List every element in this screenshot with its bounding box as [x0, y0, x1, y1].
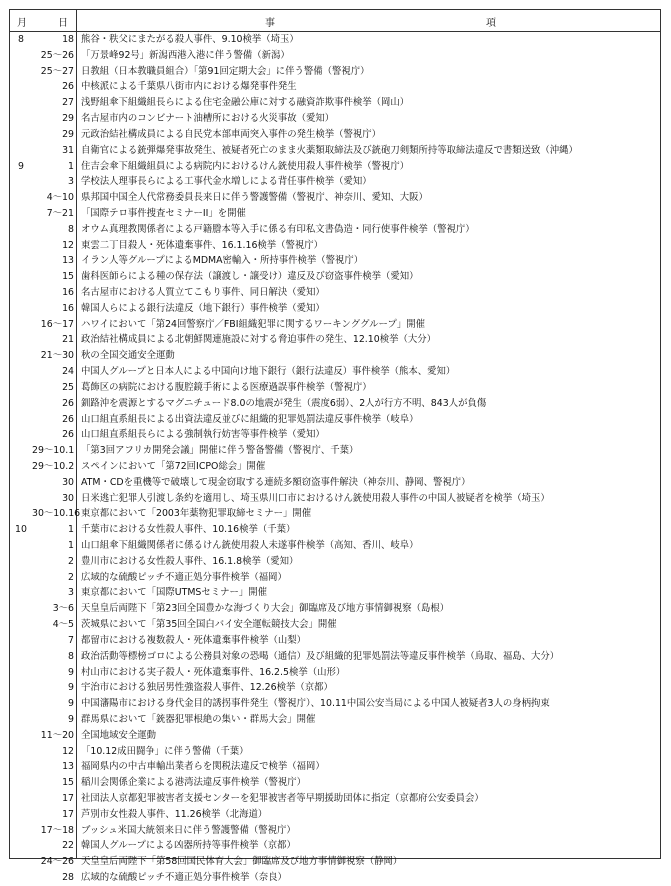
day-cell: 26: [62, 413, 74, 425]
table-row: [10, 206, 660, 222]
day-cell: 21～30: [40, 350, 74, 362]
event-cell: 天皇皇后両陛下「第58回国民体育大会」御臨席及び地方事情御視察（静岡）: [81, 856, 403, 868]
event-cell: 広域的な硫酸ピッチ不適正処分事件検挙（奈良）: [81, 872, 287, 884]
day-cell: 29: [62, 113, 74, 125]
day-cell: 11～20: [40, 729, 74, 741]
table-row: [10, 570, 660, 586]
table-row: [10, 538, 660, 554]
table-row: [10, 649, 660, 665]
day-cell: 17: [62, 793, 74, 804]
event-cell: 住吉会傘下組織組員による病院内におけるけん銃使用殺人事件検挙（警視庁）: [81, 160, 410, 172]
event-cell: ハワイにおいて「第24回警察庁／FBI組織犯罪に関するワーキンググループ」開催: [81, 318, 425, 330]
event-cell: イラン人等グループによるMDMA密輸入・所持事件検挙（警視庁）: [81, 255, 364, 267]
table-row: [10, 348, 660, 364]
header-event-b: 項: [486, 18, 496, 29]
table-row: [10, 791, 660, 807]
table-row: [10, 807, 660, 823]
day-cell: 29～10.2: [32, 460, 75, 472]
header-day: 日: [58, 18, 68, 29]
day-cell: 1: [68, 540, 74, 551]
event-cell: 稲川会関係企業による港湾法違反事件検挙（警視庁）: [81, 777, 307, 789]
table-row: [10, 380, 660, 396]
table-row: [10, 617, 660, 633]
event-cell: 日教組（日本教職員組合）「第91回定期大会」に伴う警備（警視庁）: [81, 65, 370, 77]
day-cell: 31: [62, 144, 74, 156]
day-cell: 7～21: [46, 207, 74, 219]
table-row: [10, 744, 660, 760]
day-cell: 30～10.16: [32, 508, 81, 520]
table-row: [10, 506, 660, 522]
month-cell: 9: [18, 160, 24, 172]
table-row: [10, 159, 660, 175]
header-month: 月: [17, 18, 27, 29]
event-cell: 宇治市における独居男性強盗殺人事件、12.26検挙（京都）: [81, 682, 333, 694]
table-row: [10, 475, 660, 491]
day-cell: 4～10: [46, 192, 74, 204]
event-cell: 葛飾区の病院における腹腔鏡手術による医療過誤事件検挙（警視庁）: [81, 381, 372, 393]
day-cell: 25: [62, 381, 74, 393]
table-row: [10, 823, 660, 839]
table-row: [10, 427, 660, 443]
event-cell: 「国際テロ事件捜査セミナーII」を開催: [81, 207, 246, 219]
event-cell: 浅野組傘下組織組長らによる住宅金融公庫に対する融資詐欺事件検挙（岡山）: [81, 97, 410, 109]
table-row: [10, 870, 660, 886]
day-cell: 18: [62, 34, 74, 45]
table-row: [10, 301, 660, 317]
event-cell: 中国瀋陽市における身代金目的誘拐事件発生（警視庁）、10.11中国公安当局による中国人被疑者3人の身柄拘束: [81, 698, 550, 710]
event-cell: 自衛官による銃弾爆発事故発生、被疑者死亡のまま火薬類取締法及び銃砲刀剣類所持等取締法違反で書類送致（沖縄）: [81, 144, 578, 156]
table-row: [10, 317, 660, 333]
day-cell: 25～26: [40, 49, 74, 61]
day-cell: 24～26: [40, 856, 74, 868]
day-cell: 26: [62, 397, 74, 409]
event-cell: 天皇皇后両陛下「第23回全国豊かな海づくり大会」御臨席及び地方事情御視察（島根）: [81, 603, 450, 615]
event-cell: 千葉市における女性殺人事件、10.16検挙（千葉）: [81, 524, 296, 536]
day-cell: 17: [62, 808, 74, 820]
event-cell: 村山市における実子殺人・死体遺棄事件、16.2.5検挙（山形）: [81, 666, 346, 678]
event-cell: 山口組直系組長らによる強制執行妨害等事件検挙（愛知）: [81, 429, 325, 441]
day-cell: 13: [62, 761, 74, 773]
event-cell: 全国地域安全運動: [81, 729, 157, 741]
event-cell: 「万景峰92号」新潟西港入港に伴う警備（新潟）: [81, 49, 290, 61]
table-row: [10, 79, 660, 95]
day-cell: 9: [68, 682, 74, 694]
event-cell: 豊川市における女性殺人事件、16.1.8検挙（愛知）: [81, 555, 299, 567]
event-cell: ATM・CDを重機等で破壊して現金窃取する連続多額窃盗事件解決（神奈川、静岡、警視庁）: [81, 476, 471, 488]
table-row: [10, 459, 660, 475]
table-row: [10, 601, 660, 617]
table-row: [10, 364, 660, 380]
day-cell: 9: [68, 713, 74, 725]
table-row: [10, 95, 660, 111]
table-row: [10, 32, 660, 48]
day-cell: 27: [62, 97, 74, 109]
event-cell: 熊谷・秩父にまたがる殺人事件、9.10検挙（埼玉）: [81, 34, 299, 45]
day-cell: 30: [62, 492, 74, 504]
day-cell: 28: [62, 872, 74, 884]
table-row: [10, 491, 660, 507]
table-row: [10, 728, 660, 744]
event-cell: 韓国人グループによる凶器所持等事件検挙（京都）: [81, 840, 296, 852]
event-cell: 東雲二丁目殺人・死体遺棄事件、16.1.16検挙（警視庁）: [81, 239, 324, 251]
event-cell: ブッシュ米国大統領来日に伴う警護警備（警視庁）: [81, 824, 296, 836]
month-cell: 8: [18, 34, 24, 45]
event-cell: 中核派による千葉県八街市内における爆発事件発生: [81, 81, 297, 93]
table-row: [10, 854, 660, 870]
table-row: [10, 665, 660, 681]
table-row: [10, 712, 660, 728]
event-cell: 日米逃亡犯罪人引渡し条約を適用し、埼玉県川口市におけるけん銃使用殺人事件の中国人被疑者を検挙（埼玉）: [81, 492, 550, 504]
day-cell: 9: [68, 698, 74, 710]
event-cell: 「10.12成田闘争」に伴う警備（千葉）: [81, 745, 249, 757]
day-cell: 8: [68, 650, 74, 662]
table-row: [10, 585, 660, 601]
table-row: [10, 190, 660, 206]
table-row: [10, 775, 660, 791]
day-cell: 22: [62, 840, 74, 852]
event-cell: 東京都において「国際UTMSセミナー」開催: [81, 587, 268, 599]
day-cell: 26: [62, 81, 74, 93]
table-row: [10, 838, 660, 854]
event-cell: 県邦国中国全人代常務委員長来日に伴う警護警備（警視庁、神奈川、愛知、大阪）: [81, 192, 428, 204]
event-cell: 元政治結社構成員による自民党本部車両突入事件の発生検挙（警視庁）: [81, 128, 382, 140]
day-cell: 12: [62, 745, 74, 757]
day-cell: 15: [62, 271, 74, 283]
day-cell: 25～27: [40, 65, 74, 77]
event-cell: 広域的な硫酸ピッチ不適正処分事件検挙（福岡）: [81, 571, 287, 583]
day-cell: 1: [68, 160, 74, 172]
table-row: [10, 680, 660, 696]
event-cell: 社団法人京都犯罪被害者支援センターを犯罪被害者等早期援助団体に指定（京都府公安委員会）: [81, 793, 484, 804]
day-cell: 29～10.1: [32, 445, 75, 457]
event-cell: 福岡県内の中古車輸出業者らを関税法違反で検挙（福岡）: [81, 761, 325, 773]
table-row: [10, 48, 660, 64]
table-row: [10, 332, 660, 348]
table-row: [10, 64, 660, 80]
day-cell: 2: [68, 571, 74, 583]
chronology-table: [9, 9, 661, 884]
table-header: [10, 10, 660, 32]
day-cell: 13: [62, 255, 74, 267]
day-cell: 2: [68, 555, 74, 567]
day-cell: 26: [62, 429, 74, 441]
day-cell: 3: [68, 587, 74, 599]
table-row: [10, 633, 660, 649]
table-row: [10, 143, 660, 159]
table-row: [10, 285, 660, 301]
event-cell: 名古屋市における人質立てこもり事件、同日解決（愛知）: [81, 287, 325, 298]
table-row: [10, 253, 660, 269]
day-cell: 9: [68, 666, 74, 678]
event-cell: 韓国人らによる銀行法違反（地下銀行）事件検挙（愛知）: [81, 302, 325, 314]
month-cell: 10: [15, 524, 27, 536]
event-cell: 歯科医師らによる種の保存法（譲渡し・譲受け）違反及び窃盗事件検挙（愛知）: [81, 271, 419, 283]
event-cell: 中国人グループと日本人による中国向け地下銀行（銀行法違反）事件検挙（熊本、愛知）: [81, 366, 456, 378]
event-cell: 秋の全国交通安全運動: [81, 350, 175, 362]
day-cell: 17～18: [40, 824, 74, 836]
event-cell: 釧路沖を震源とするマグニチュード8.0の地震が発生（震度6弱）、2人が行方不明、843人が負傷: [81, 397, 487, 409]
table-row: [10, 222, 660, 238]
table-row: [10, 127, 660, 143]
table-row: [10, 396, 660, 412]
event-cell: 「第3回アフリカ開発会議」開催に伴う警备警備（警視庁、千葉）: [81, 445, 359, 457]
event-cell: 芦別市女性殺人事件、11.26検挙（北海道）: [81, 808, 268, 820]
table-row: [10, 412, 660, 428]
day-cell: 29: [62, 128, 74, 140]
event-cell: 群馬県において「銃器犯罪根絶の集い・群馬大会」開催: [81, 713, 316, 725]
day-cell: 8: [68, 223, 74, 235]
event-cell: オウム真理教関係者による戸籍謄本等入手に係る有印私文書偽造・同行使事件検挙（警視庁）: [81, 223, 475, 235]
table-row: [10, 554, 660, 570]
day-cell: 16: [62, 302, 74, 314]
day-cell: 16～17: [40, 318, 74, 330]
day-cell: 21: [62, 334, 74, 346]
table-body: [10, 32, 660, 886]
table-row: [10, 443, 660, 459]
day-cell: 12: [62, 239, 74, 251]
day-cell: 30: [62, 476, 74, 488]
event-cell: 名古屋市内のコンビナート油槽所における火災事故（愛知）: [81, 113, 335, 125]
day-cell: 3: [68, 176, 74, 188]
table-row: [10, 238, 660, 254]
day-cell: 3～6: [52, 603, 74, 615]
event-cell: 茨城県において「第35回全国白バイ安全運転競技大会」開催: [81, 619, 337, 631]
table-row: [10, 269, 660, 285]
day-cell: 15: [62, 777, 74, 789]
table-row: [10, 111, 660, 127]
table-row: [10, 759, 660, 775]
event-cell: 政治結社構成員による北朝鮮関連施設に対する脅迫事件の発生、12.10検挙（大分）: [81, 334, 436, 346]
event-cell: スペインにおいて「第72回ICPO総会」開催: [81, 460, 266, 472]
day-cell: 4～5: [52, 619, 74, 631]
event-cell: 学校法人理事長らによる工事代金水増しによる背任事件検挙（愛知）: [81, 176, 372, 188]
day-cell: 24: [62, 366, 74, 378]
event-cell: 山口組傘下組織関係者に係るけん銃使用殺人未遂事件検挙（高知、香川、岐阜）: [81, 540, 419, 551]
day-cell: 7: [68, 634, 74, 646]
event-cell: 東京都において「2003年薬物犯罪取締セミナー」開催: [81, 508, 312, 520]
event-cell: 政治活動等標榜ゴロによる公務員対象の恐喝（通信）及び組織的犯罪処罰法等違反事件検挙（鳥取、福島、大分）: [81, 650, 560, 662]
table-row: [10, 696, 660, 712]
day-cell: 1: [68, 524, 74, 536]
table-row: [10, 522, 660, 538]
day-cell: 16: [62, 287, 74, 298]
event-cell: 都留市における複数殺人・死体遺棄事件検挙（山梨）: [81, 634, 307, 646]
table-row: [10, 174, 660, 190]
header-event-a: 事: [265, 18, 275, 29]
event-cell: 山口組直系組長による出資法違反並びに組織的犯罪処罰法違反事件検挙（岐阜）: [81, 413, 419, 425]
